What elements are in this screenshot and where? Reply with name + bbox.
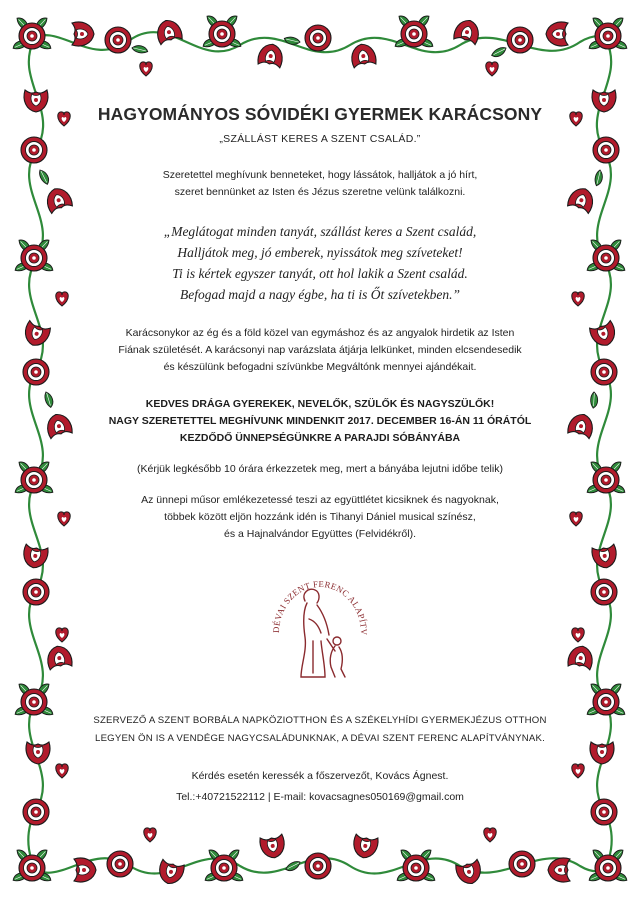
paragraph-line: Fiának születését. A karácsonyi nap varázslata átjárja lelkünket, minden elcsendesedik: [118, 344, 522, 356]
organizers-line: SZERVEZŐ A SZENT BORBÁLA NAPKÖZIOTTHON ÉS A SZÉKELYHÍDI GYERMEKJÉZUS OTTHON: [93, 715, 547, 726]
paragraph-line: és készülünk befogadni szívünkbe Megváltónk mennyei ajándékait.: [163, 361, 477, 373]
invitation-line: NAGY SZERETETTEL MEGHÍVUNK MINDENKIT 2017. DECEMBER 16-ÁN 11 ÓRÁTÓL: [108, 415, 532, 427]
invitation-line: KEDVES DRÁGA GYEREKEK, NEVELŐK, SZÜLŐK ÉS NAGYSZÜLŐK!: [145, 398, 495, 410]
invitation-line: KEZDŐDŐ ÜNNEPSÉGÜNKRE A PARAJDI SÓBÁNYÁBA: [179, 432, 461, 444]
program-line: többek között eljön hozzánk idén is Tihanyi Dániel musical színész,: [164, 511, 476, 523]
foundation-logo: [265, 561, 375, 691]
intro-line: szeret bennünket az Isten és Jézus szeretne velünk találkozni.: [174, 186, 466, 198]
subtitle: „SZÁLLÁST KERES A SZENT CSALÁD.”: [219, 133, 421, 145]
poem: [80, 221, 560, 305]
intro-line: Szeretettel meghívunk benneteket, hogy lássátok, halljátok a jó hírt,: [162, 169, 478, 181]
saint-figure-icon: [301, 589, 345, 677]
paragraph: [80, 325, 560, 376]
page-title: HAGYOMÁNYOS SÓVIDÉKI GYERMEK KARÁCSONY: [97, 104, 543, 124]
invitation-body: [80, 104, 560, 691]
program: [80, 492, 560, 543]
logo-arc-text: DÉVAI SZENT FERENC ALAPÍTV: [270, 578, 370, 636]
poem-line: „Meglátogat minden tanyát, szállást keres a Szent család,: [163, 224, 477, 239]
invitation: [80, 396, 560, 447]
arrival-note: (Kérjük legkésőbb 10 órára érkezzetek meg, mert a bányába lejutni időbe telik): [137, 463, 503, 475]
program-line: Az ünnepi műsor emlékezetessé teszi az együttlétet kicsiknek és nagyoknak,: [141, 494, 499, 506]
poem-line: Ti is kértek egyszer tanyát, ott hol lakik a Szent család.: [172, 266, 468, 281]
poem-line: Befogad majd a nagy égbe, ha ti is Őt szívetekben.”: [179, 287, 461, 302]
organizers-line: LEGYEN ÖN IS A VENDÉGE NAGYCSALÁDUNKNAK, A DÉVAI SZENT FERENC ALAPÍTVÁNYNAK.: [95, 733, 545, 744]
contact-question: Kérdés esetén keressék a főszervezőt, Kovács Ágnest.: [191, 770, 449, 782]
poem-line: Halljátok meg, jó emberek, nyissátok meg szíveteket!: [177, 245, 463, 260]
paragraph-line: Karácsonykor az ég és a föld közel van egymáshoz és az angyalok hirdetik az Isten: [125, 327, 515, 339]
organizers: [80, 712, 560, 748]
contact-details[interactable]: Tel.:+40721522112 | E-mail: kovacsagnes050169@gmail.com: [176, 791, 464, 803]
intro: [80, 167, 560, 201]
contact: [80, 768, 560, 806]
program-line: és a Hajnalvándor Együttes (Felvidékről).: [223, 528, 416, 540]
